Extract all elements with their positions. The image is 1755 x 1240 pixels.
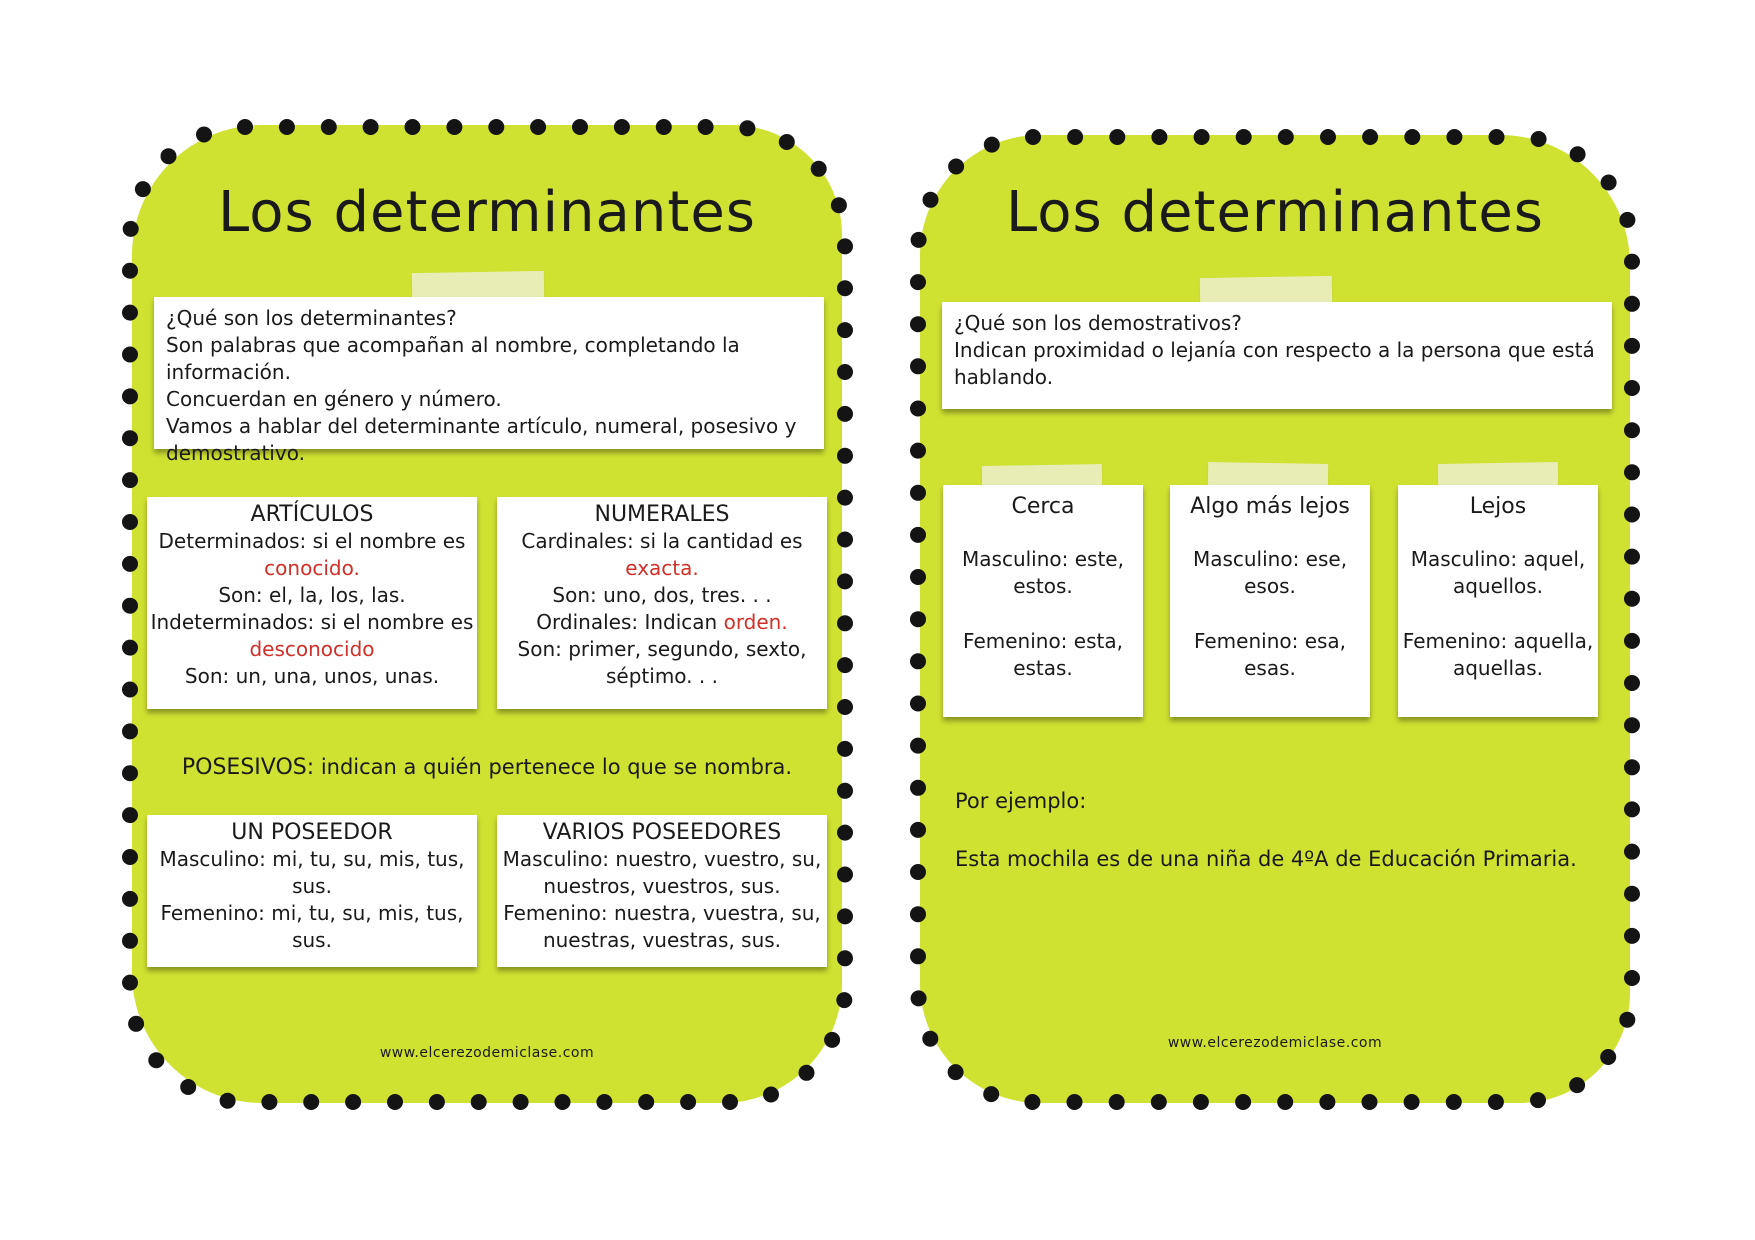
lejos-femenino: Femenino: aquella, (1402, 629, 1594, 653)
left-title: Los determinantes (218, 180, 756, 245)
posesivos-label: POSESIVOS: (181, 755, 315, 780)
intro-question: ¿Qué son los determinantes? (166, 306, 457, 330)
cerca-femenino: estas. (1013, 656, 1073, 680)
varios-poseedores-box (497, 815, 827, 967)
cerca-box (943, 485, 1143, 717)
algo-mas-lejos-header: Algo más lejos (1190, 494, 1350, 519)
intro-question: ¿Qué son los demostrativos? (954, 311, 1242, 335)
cerca-masculino: estos. (1013, 574, 1073, 598)
algo-mas-lejos-femenino: Femenino: esa, (1193, 629, 1347, 653)
numerales-line: Son: primer, segundo, sexto, (517, 637, 807, 661)
algo-mas-lejos-femenino: esas. (1244, 656, 1296, 680)
right-title: Los determinantes (1006, 180, 1544, 245)
intro-line: hablando. (954, 365, 1054, 389)
articulos-line: Son: un, una, unos, unas. (184, 664, 440, 688)
lejos-femenino: aquellas. (1452, 656, 1544, 680)
articulos-line: Indeterminados: si el nombre es (150, 610, 474, 634)
right-footer-url[interactable]: www.elcerezodemiclase.com (1167, 1035, 1383, 1051)
ejemplo-text: Esta mochila es de una niña de 4ºA de Educación Primaria. (955, 847, 1577, 871)
posesivos-text: indican a quién pertenece lo que se nombra. (314, 755, 793, 779)
varios-poseedores-line: nuestras, vuestras, sus. (542, 928, 782, 952)
varios-poseedores-header: VARIOS POSEEDORES (542, 820, 782, 845)
articulos-highlight: conocido. (264, 556, 360, 580)
lejos-masculino: aquellos. (1452, 574, 1544, 598)
articulos-line: Son: el, la, los, las. (218, 583, 406, 607)
posesivos-line (132, 753, 842, 782)
numerales-box (497, 497, 827, 709)
numerales-text: Ordinales: Indican (536, 610, 724, 634)
left-footer-url[interactable]: www.elcerezodemiclase.com (379, 1045, 595, 1061)
un-poseedor-box (147, 815, 477, 967)
algo-mas-lejos-masculino: Masculino: ese, (1192, 547, 1348, 571)
algo-mas-lejos-masculino: esos. (1244, 574, 1296, 598)
numerales-line: Cardinales: si la cantidad es (521, 529, 803, 553)
algo-mas-lejos-box (1170, 485, 1370, 717)
left-card (132, 125, 842, 1103)
demostrativos-intro-box (942, 302, 1612, 409)
numerales-header: NUMERALES (594, 502, 730, 527)
articulos-highlight: desconocido (249, 637, 375, 661)
cerca-femenino: Femenino: esta, (963, 629, 1123, 653)
ejemplo-label: Por ejemplo: (955, 789, 1087, 813)
cerca-masculino: Masculino: este, (962, 547, 1124, 571)
numerales-line: séptimo. . . (606, 664, 718, 688)
lejos-header: Lejos (1469, 494, 1527, 519)
numerales-highlight: exacta. (625, 556, 699, 580)
cerca-header: Cerca (1011, 494, 1075, 519)
intro-line: información. (166, 360, 291, 384)
articulos-line: Determinados: si el nombre es (158, 529, 466, 553)
lejos-box (1398, 485, 1598, 717)
intro-box (154, 297, 824, 465)
un-poseedor-header: UN POSEEDOR (231, 820, 393, 845)
un-poseedor-line: Masculino: mi, tu, su, mis, tus, sus. (159, 847, 465, 898)
articulos-header: ARTÍCULOS (250, 502, 374, 527)
intro-line: demostrativo. (166, 441, 305, 465)
un-poseedor-line: Femenino: mi, tu, su, mis, tus, sus. (160, 901, 464, 952)
intro-line: Concuerdan en género y número. (166, 387, 502, 411)
numerales-highlight: orden. (723, 610, 788, 634)
numerales-line: Son: uno, dos, tres. . . (552, 583, 772, 607)
right-card (920, 135, 1630, 1103)
intro-line: Son palabras que acompañan al nombre, completando la (166, 333, 740, 357)
varios-poseedores-line: nuestros, vuestros, sus. (543, 874, 781, 898)
lejos-masculino: Masculino: aquel, (1410, 547, 1586, 571)
numerales-line (497, 609, 827, 636)
varios-poseedores-line: Femenino: nuestra, vuestra, su, (503, 901, 821, 925)
intro-line: Indican proximidad o lejanía con respecto a la persona que está (954, 338, 1595, 362)
intro-line: Vamos a hablar del determinante artículo, numeral, posesivo y (166, 414, 797, 438)
articulos-box (147, 497, 477, 709)
varios-poseedores-line: Masculino: nuestro, vuestro, su, (502, 847, 822, 871)
